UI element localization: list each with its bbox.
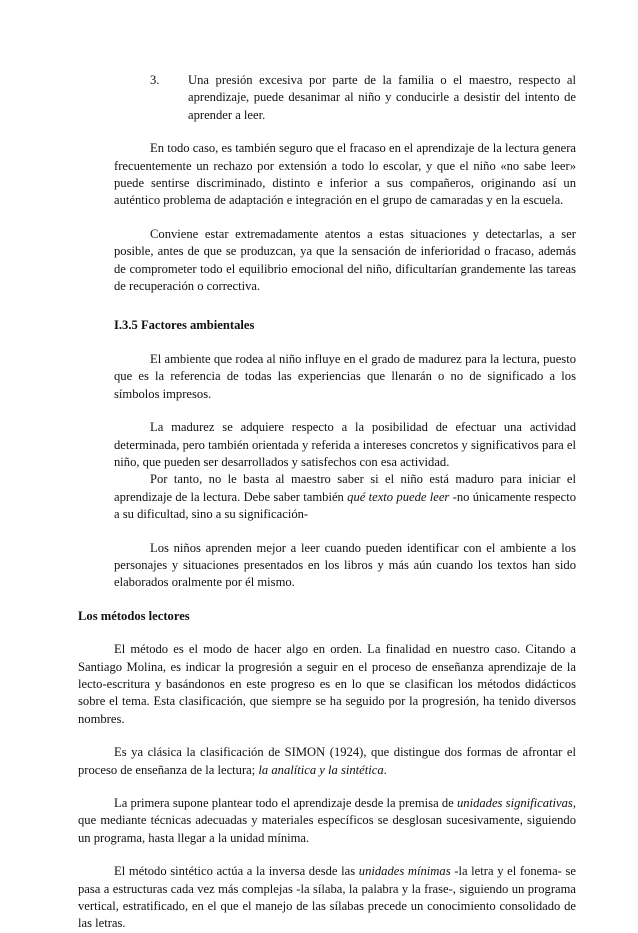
- paragraph-sintetico: [78, 863, 576, 933]
- paragraph-por-tanto: [114, 471, 576, 523]
- paragraph-ninos-aprenden: Los niños aprenden mejor a leer cuando pueden identificar con el ambiente a los personajes y situaciones presentados en los libros y más aún cuando los textos han sido elaborados oralmente por él mismo.: [114, 540, 576, 590]
- text-run: Por tanto, no le basta al maestro saber si el niño está maduro para iniciar el aprendizaje de la lectura. Debe saber también: [114, 472, 576, 504]
- text-run: , que mediante técnicas adecuadas y materiales específicos se desglosan sucesivamente, siguiendo un programa, hasta llegar a la unidad mínima.: [78, 796, 576, 845]
- paragraph-metodo: El método es el modo de hacer algo en orden. La finalidad en nuestro caso. Citando a Santiago Molina, es indicar la progresión a seguir en el proceso de enseñanza aprendizaje de la lecto-escritura y basándonos en este progreso es en lo que se clasifican los métodos didácticos sobre el tema. Esta clasificación, que siempre se ha seguido por la progresión, ha tenido diversos nombres.: [78, 642, 576, 726]
- text-run: La primera supone plantear todo el aprendizaje desde la premisa de: [114, 796, 457, 810]
- text-run: El método sintético actúa a la inversa desde las: [114, 864, 359, 879]
- text-run: .: [383, 762, 387, 777]
- paragraph-conviene: Conviene estar extremadamente atentos a estas situaciones y detectarlas, a ser posible, antes de que se produzcan, ya que la sensación de inferioridad o fracaso, además de comprometer todo el equilibrio emocional del niño, dificultarían grandemente las tareas de recuperación o correctiva.: [114, 226, 576, 294]
- paragraph-ambiente: El ambiente que rodea al niño influye en el grado de madurez para la lectura, puesto que es la referencia de todas las experiencias que llenarán o no de significado a los símbolos impresos.: [114, 351, 576, 401]
- paragraph-madurez: La madurez se adquiere respecto a la posibilidad de efectuar una actividad determinada, pero también orientada y referida a intereses concretos y significativos para el niño, que pueden ser desarrollados y satisfechos con esa actividad.: [114, 420, 576, 469]
- paragraph-simon: [78, 744, 576, 779]
- text-run: -no únicamente respecto a su dificultad, sino a su significación-: [114, 489, 576, 522]
- item-text: Una presión excesiva por parte de la familia o el maestro, respecto al aprendizaje, puede desanimar al niño y conducirle a desistir del intento de aprender a leer.: [188, 73, 576, 122]
- emphasis-text: la analítica y la sintética: [258, 762, 384, 777]
- section-heading-factores-ambientales: I.3.5 Factores ambientales: [114, 318, 255, 333]
- emphasis-text: unidades mínimas: [358, 864, 451, 879]
- text-run: -la letra y el fonema- se pasa a estructuras cada vez más complejas -la sílaba, la palabra y la frase-, siguiendo un programa vertical, estratificado, en el que el manejo de las sílabas precede un conocimiento consolidado de las letras.: [78, 864, 576, 931]
- emphasis-text: unidades significativas: [456, 796, 573, 810]
- item-number: 3.: [150, 73, 160, 87]
- paragraph-fracaso: En todo caso, es también seguro que el fracaso en el aprendizaje de la lectura genera frecuentemente un rechazo por extensión a todo lo escolar, y que el niño «no sabe leer» puede sentirse discriminado, distinto e inferior a sus compañeros, originando así un auténtico problema de adaptación e integración en el grupo de camaradas y en la escuela.: [114, 141, 576, 208]
- section-heading-metodos-lectores: Los métodos lectores: [78, 608, 190, 623]
- numbered-item-3: [150, 72, 576, 124]
- emphasis-text: qué texto puede leer: [347, 489, 450, 504]
- text-run: Es ya clásica la clasificación de SIMON (1924), que distingue dos formas de afrontar el proceso de enseñanza de la lectura;: [78, 745, 576, 777]
- indented-block-1: [78, 140, 576, 592]
- paragraph-primera: [78, 795, 576, 847]
